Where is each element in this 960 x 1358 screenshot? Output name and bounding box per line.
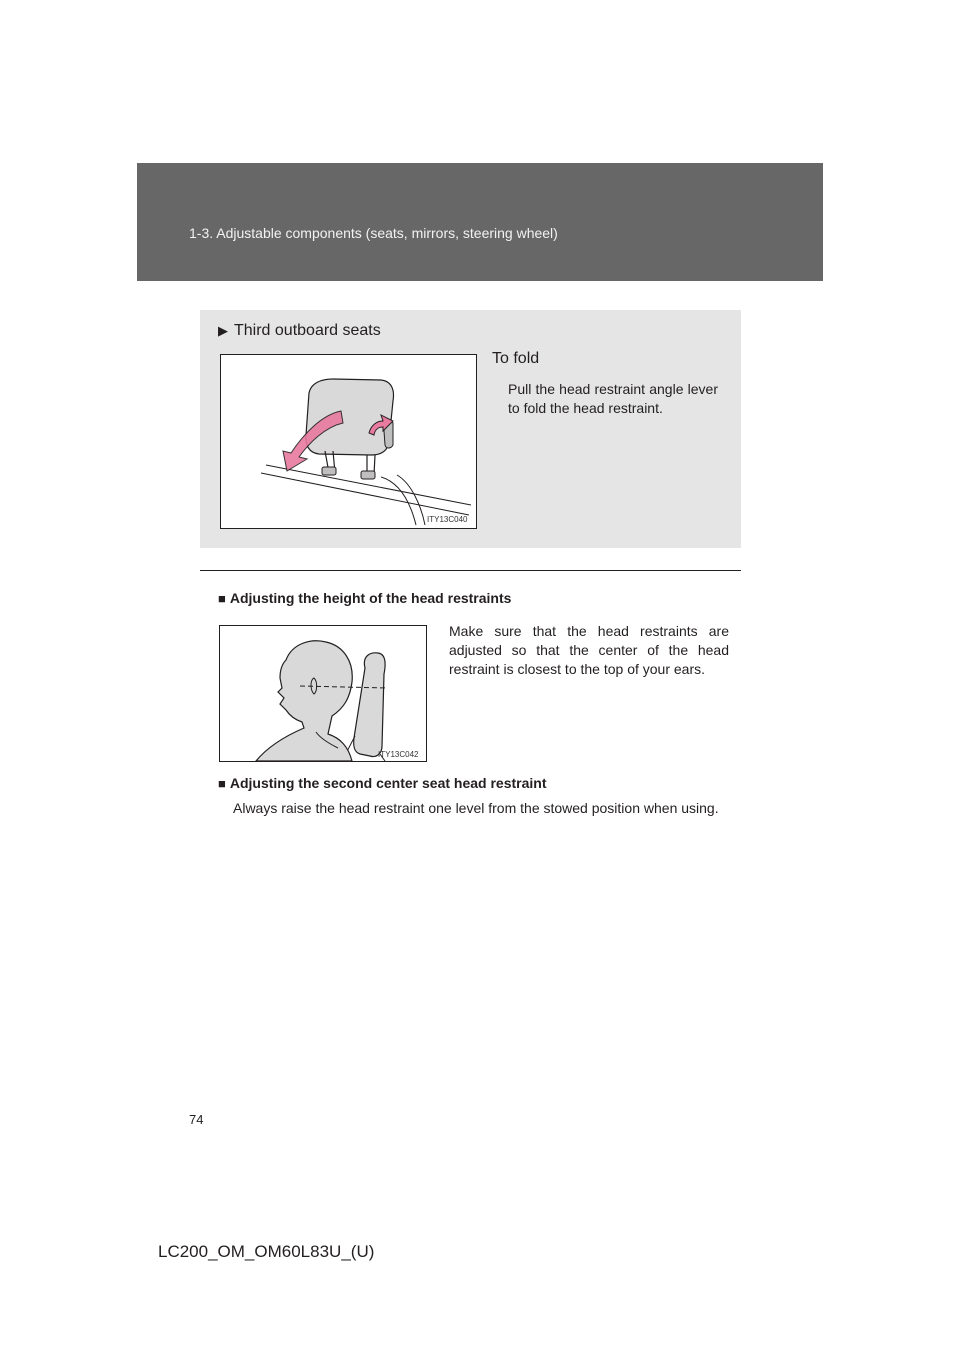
- section-heading-height-text: Adjusting the height of the head restraints: [229, 590, 512, 606]
- panel-title: [218, 322, 381, 340]
- chapter-title: 1-3. Adjustable components (seats, mirrors, steering wheel): [189, 225, 558, 241]
- panel-title-text: Third outboard seats: [234, 322, 381, 339]
- square-bullet-icon: ■: [218, 591, 226, 606]
- section-divider: [200, 570, 741, 571]
- square-bullet-icon: ■: [218, 776, 226, 791]
- figure-code-label: ITY13C040: [427, 515, 468, 524]
- document-footer-code: LC200_OM_OM60L83U_(U): [158, 1242, 375, 1261]
- section-heading-center-text: Adjusting the second center seat head restraint: [229, 775, 547, 791]
- fold-head-restraint-illustration: [220, 354, 477, 529]
- panel-subheading: To fold: [492, 350, 540, 367]
- section-center-body: Always raise the head restraint one level from the stowed position when using.: [233, 800, 719, 816]
- page-number: 74: [189, 1112, 204, 1127]
- head-height-illustration-svg: [220, 626, 426, 761]
- section-heading-height: [218, 590, 511, 606]
- figure-code-label: ITY13C042: [378, 750, 419, 759]
- head-height-illustration: [219, 625, 427, 762]
- triangle-bullet-icon: ▶: [218, 323, 228, 338]
- chapter-header-bar: [137, 163, 823, 281]
- fold-illustration-svg: [221, 355, 476, 528]
- section-height-body: Make sure that the head restraints are adjusted so that the center of the head restraint is closest to the top of your ears.: [449, 623, 729, 677]
- panel-body-text: Pull the head restraint angle lever to fold the head restraint.: [508, 381, 718, 416]
- section-heading-center: [218, 775, 547, 791]
- third-outboard-seats-panel: [200, 310, 741, 548]
